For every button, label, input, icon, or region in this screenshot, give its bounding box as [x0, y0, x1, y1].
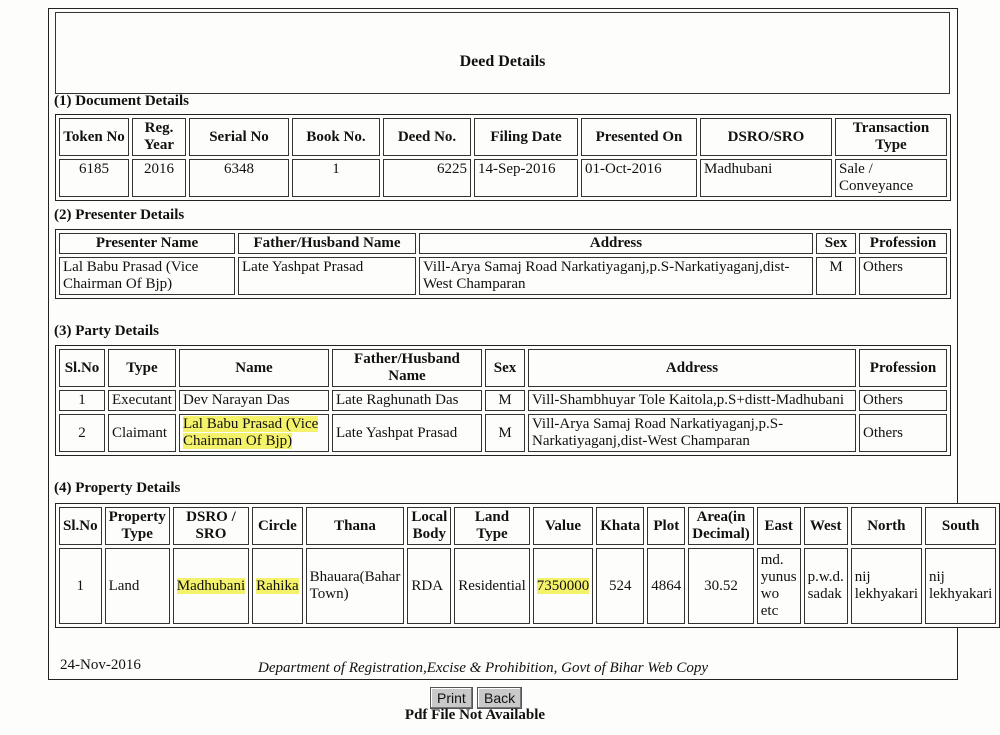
header-thana: Thana — [306, 507, 405, 545]
header-sl-no: Sl.No — [59, 507, 102, 545]
reg-year-value: 2016 — [132, 159, 186, 197]
header-profession: Profession — [859, 233, 947, 254]
party-father-husband-name: Late Yashpat Prasad — [332, 414, 482, 452]
table-header-row — [59, 507, 996, 545]
header-name: Name — [179, 349, 329, 387]
highlighted-dsro: Madhubani — [176, 577, 246, 594]
header-deed-no: Deed No. — [383, 118, 471, 156]
property-sl-no: 1 — [59, 548, 102, 624]
document-section-title: (1) Document Details — [54, 93, 189, 109]
party-name: Dev Narayan Das — [179, 390, 329, 411]
page-title: Deed Details — [459, 53, 546, 70]
property-land-type-value: Residential — [454, 548, 530, 624]
presenter-name-value: Lal Babu Prasad (Vice Chairman Of Bjp) — [59, 257, 235, 295]
header-address: Address — [419, 233, 813, 254]
filing-date-value: 14-Sep-2016 — [474, 159, 578, 197]
document-details-table — [55, 114, 951, 201]
header-east: East — [757, 507, 801, 545]
table-row — [59, 548, 996, 624]
header-sl-no: Sl.No — [59, 349, 105, 387]
header-presented-on: Presented On — [581, 118, 697, 156]
highlighted-value: 7350000 — [536, 577, 590, 594]
property-north-value: nij lekhyakari — [851, 548, 922, 624]
property-local-body-value: RDA — [407, 548, 451, 624]
presenter-section-title: (2) Presenter Details — [54, 207, 185, 223]
property-east-value: md. yunus wo etc — [757, 548, 801, 624]
serial-no-value: 6348 — [189, 159, 289, 197]
property-section-title: (4) Property Details — [54, 480, 181, 496]
party-profession: Others — [859, 390, 947, 411]
header-area: Area(in Decimal) — [688, 507, 753, 545]
party-sl-no: 1 — [59, 390, 105, 411]
back-button[interactable]: Back — [477, 687, 522, 709]
table-header-row — [59, 349, 947, 387]
pdf-not-available-note: Pdf File Not Available — [404, 707, 546, 723]
print-button[interactable]: Print — [430, 687, 473, 709]
header-land-type: Land Type — [454, 507, 530, 545]
property-khata-value: 524 — [596, 548, 644, 624]
dsro-sro-value: Madhubani — [700, 159, 832, 197]
header-khata: Khata — [596, 507, 644, 545]
header-west: West — [804, 507, 848, 545]
header-south: South — [925, 507, 996, 545]
property-details-table — [55, 503, 1000, 628]
table-header-row — [59, 233, 947, 254]
header-transaction-type: Transaction Type — [835, 118, 947, 156]
address-value: Vill-Arya Samaj Road Narkatiyaganj,p.S-Narkatiyaganj,dist-West Champaran — [419, 257, 813, 295]
header-dsro-sro: DSRO/SRO — [700, 118, 832, 156]
header-token-no: Token No — [59, 118, 129, 156]
header-sex: Sex — [816, 233, 856, 254]
title-box — [55, 12, 950, 94]
presenter-details-table — [55, 229, 951, 299]
party-profession: Others — [859, 414, 947, 452]
party-type: Claimant — [108, 414, 176, 452]
party-type: Executant — [108, 390, 176, 411]
property-west-value: p.w.d. sadak — [804, 548, 848, 624]
party-sex: M — [485, 390, 525, 411]
property-plot-value: 4864 — [647, 548, 685, 624]
book-no-value: 1 — [292, 159, 380, 197]
party-name-highlighted — [179, 414, 329, 452]
header-dsro-sro: DSRO / SRO — [173, 507, 249, 545]
party-sl-no: 2 — [59, 414, 105, 452]
table-header-row — [59, 118, 947, 156]
header-book-no: Book No. — [292, 118, 380, 156]
header-sex: Sex — [485, 349, 525, 387]
property-circle-cell — [252, 548, 303, 624]
header-father-husband-name: Father/Husband Name — [238, 233, 416, 254]
footer-date: 24-Nov-2016 — [60, 657, 141, 673]
header-address: Address — [528, 349, 856, 387]
property-south-value: nij lekhyakari — [925, 548, 996, 624]
party-sex: M — [485, 414, 525, 452]
table-row — [59, 257, 947, 295]
party-father-husband-name: Late Raghunath Das — [332, 390, 482, 411]
sex-value: M — [816, 257, 856, 295]
header-local-body: Local Body — [407, 507, 451, 545]
father-husband-name-value: Late Yashpat Prasad — [238, 257, 416, 295]
header-circle: Circle — [252, 507, 303, 545]
header-property-type: Property Type — [105, 507, 170, 545]
property-thana-value: Bhauara(Bahar Town) — [306, 548, 405, 624]
party-details-table — [55, 345, 951, 456]
property-type-value: Land — [105, 548, 170, 624]
presented-on-value: 01-Oct-2016 — [581, 159, 697, 197]
deed-no-value: 6225 — [383, 159, 471, 197]
property-dsro-cell — [173, 548, 249, 624]
header-filing-date: Filing Date — [474, 118, 578, 156]
header-plot: Plot — [647, 507, 685, 545]
table-row — [59, 390, 947, 411]
token-no-value: 6185 — [59, 159, 129, 197]
party-section-title: (3) Party Details — [54, 323, 159, 339]
property-area-value: 30.52 — [688, 548, 753, 624]
header-presenter-name: Presenter Name — [59, 233, 235, 254]
footer-department: Department of Registration,Excise & Prohibition, Govt of Bihar Web Copy — [258, 660, 709, 676]
header-type: Type — [108, 349, 176, 387]
party-address: Vill-Arya Samaj Road Narkatiyaganj,p.S-Narkatiyaganj,dist-West Champaran — [528, 414, 856, 452]
highlighted-circle: Rahika — [256, 577, 299, 594]
property-value-cell — [533, 548, 594, 624]
header-north: North — [851, 507, 922, 545]
table-row — [59, 414, 947, 452]
profession-value: Others — [859, 257, 947, 295]
header-profession: Profession — [859, 349, 947, 387]
transaction-type-value: Sale / Conveyance — [835, 159, 947, 197]
highlighted-name: Lal Babu Prasad (Vice Chairman Of Bjp) — [182, 416, 319, 449]
header-reg-year: Reg. Year — [132, 118, 186, 156]
header-father-husband-name: Father/Husband Name — [332, 349, 482, 387]
header-value: Value — [533, 507, 594, 545]
header-serial-no: Serial No — [189, 118, 289, 156]
party-address: Vill-Shambhuyar Tole Kaitola,p.S+distt-Madhubani — [528, 390, 856, 411]
table-row — [59, 159, 947, 197]
